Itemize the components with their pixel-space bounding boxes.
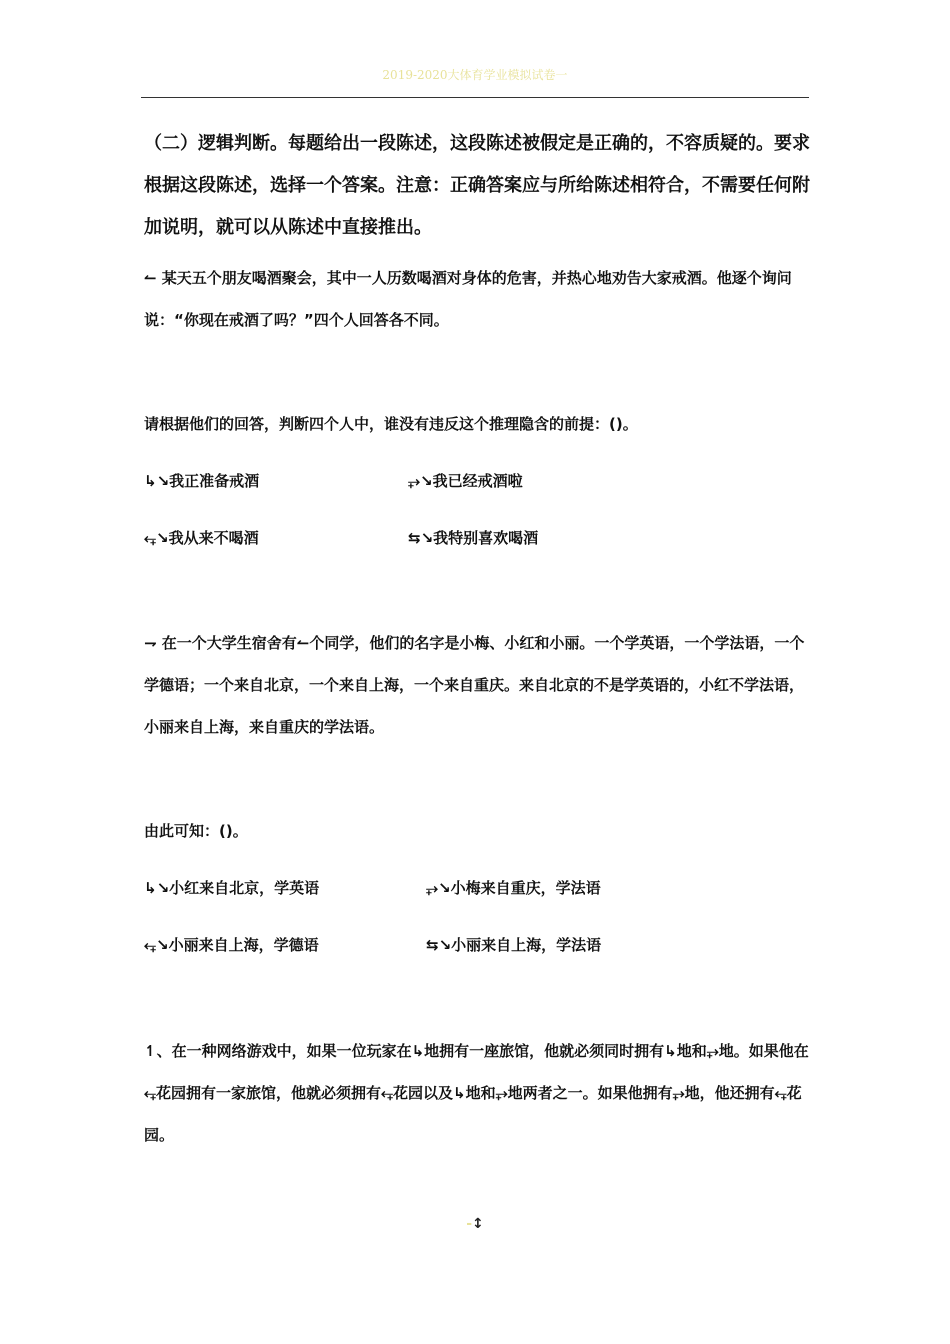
question-2-option-b: ⥅↘小梅来自重庆，学法语: [426, 879, 601, 897]
question-2-prompt: 由此可知：()。: [144, 822, 248, 840]
page-number: [0, 1216, 950, 1232]
header-divider: [141, 97, 809, 98]
question-1-option-a: ↳↘我正准备戒酒: [144, 472, 260, 490]
question-2-stem: ⇁ 在一个大学生宿舍有↼个同学，他们的名字是小梅、小红和小丽。一个学英语，一个学法语，一个学德语；一个来自北京，一个来自上海，一个来自重庆。来自北京的不是学英语的，小红不学法语，小丽来自上海，来自重庆的学法语。: [144, 634, 805, 736]
page-number-mark: ↕: [472, 1216, 484, 1232]
header-title: 2019-2020大体育学业模拟试卷一: [382, 68, 568, 82]
page-number-dot: -: [466, 1216, 473, 1232]
question-1-prompt: 请根据他们的回答，判断四个人中，谁没有违反这个推理隐含的前提：()。: [144, 415, 638, 433]
section-intro: （二）逻辑判断。每题给出一段陈述，这段陈述被假定是正确的，不容质疑的。要求根据这段陈述，选择一个答案。注意：正确答案应与所给陈述相符合，不需要任何附加说明，就可以从陈述中直接推出。: [144, 133, 810, 238]
question-1-stem: ↼ 某天五个朋友喝酒聚会，其中一人历数喝酒对身体的危害，并热心地劝告大家戒酒。他逐个询问说：“你现在戒酒了吗？”四个人回答各不同。: [144, 269, 792, 329]
question-1-option-d: ⇆↘我特别喜欢喝酒: [408, 529, 539, 547]
question-2-option-c: ⥆↘小丽来自上海，学德语: [144, 936, 319, 954]
question-3-stem: ↿、在一种网络游戏中，如果一位玩家在↳地拥有一座旅馆，他就必须同时拥有↳地和⥅地。如果他在⥆花园拥有一家旅馆，他就必须拥有⥆花园以及↳地和⥅地两者之一。如果他拥有⥅地，他还拥有⥆花园。: [144, 1042, 809, 1144]
question-2-option-d: ⇆↘小丽来自上海，学法语: [426, 936, 602, 954]
question-2-option-a: ↳↘小红来自北京，学英语: [144, 879, 320, 897]
question-1-option-c: ⥆↘我从来不喝酒: [144, 529, 259, 547]
question-1-option-b: ⥅↘我已经戒酒啦: [408, 472, 523, 490]
